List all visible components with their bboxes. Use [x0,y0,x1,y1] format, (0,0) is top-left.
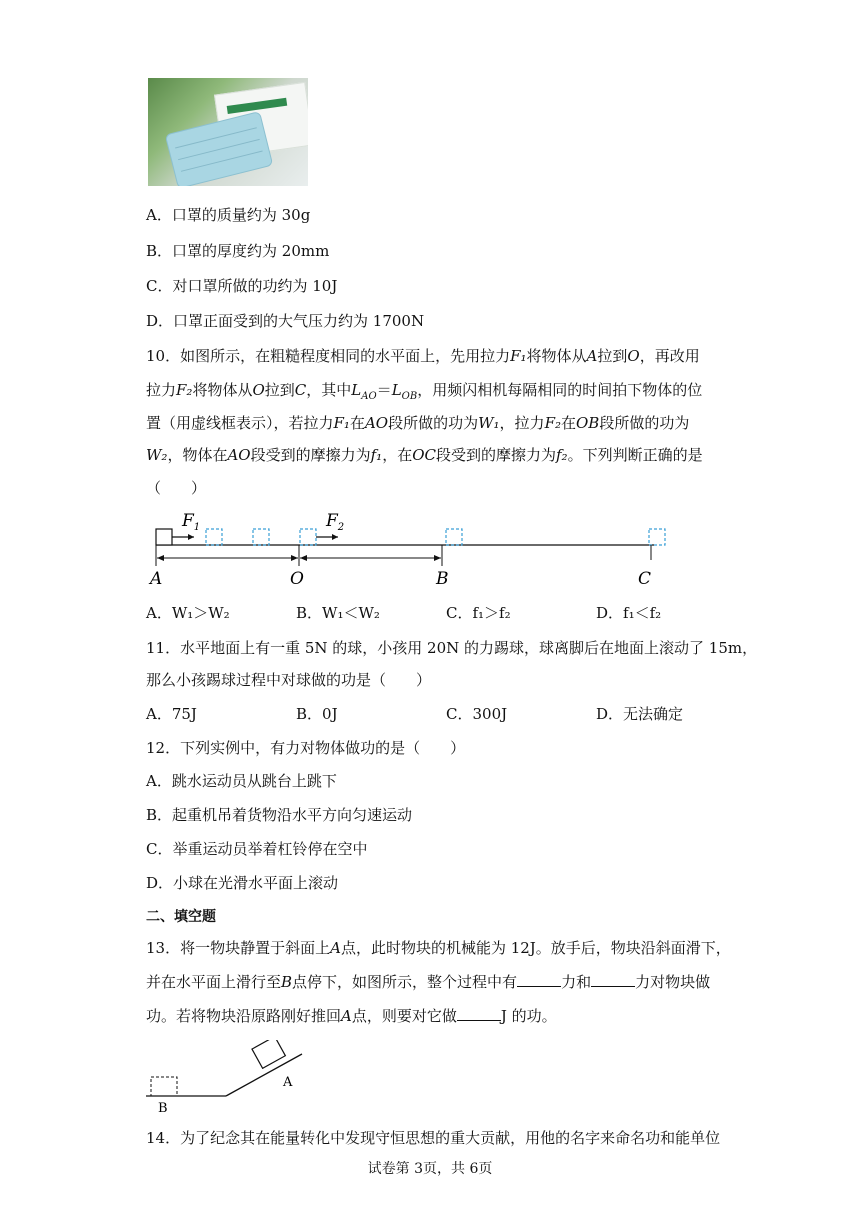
q12-option-b: B．起重机吊着货物沿水平方向匀速运动 [146,806,413,824]
q13-line-2: 并在水平面上滑行至B点停下，如图所示，整个过程中有 力和 力对物块做 [146,973,711,991]
q11-option-c: C．300J [446,705,508,723]
answer-blank-1[interactable] [517,972,561,987]
f1-arrow [188,534,194,540]
q10-line-3: 置（用虚线框表示），若拉力F₁在AO段所做的功为W₁，拉力F₂在OB段所做的功为 [146,414,690,432]
q14-line-1: 14．为了纪念其在能量转化中发现守恒思想的重大贡献，用他的名字来命名功和能单位 [146,1129,721,1147]
f2-arrow [332,534,338,540]
q9-option-c: C．对口罩所做的功约为 10J [146,277,338,295]
q11-line-1: 11．水平地面上有一重 5N 的球，小孩用 20N 的力踢球，球离脚后在地面上滚动了 15m， [146,639,758,657]
q9-option-b: B．口罩的厚度约为 20mm [146,242,330,260]
q10-option-a: A．W₁＞W₂ [146,604,230,622]
snapshot-box-5 [649,529,665,545]
q13-line-1: 13．将一物块静置于斜面上A点，此时物块的机械能为 12J。放手后，物块沿斜面滑下， [146,939,731,957]
q11-option-a: A．75J [146,705,197,723]
q12-option-a: A．跳水运动员从跳台上跳下 [146,772,337,790]
block-at-a [252,1040,285,1068]
snapshot-box-2 [253,529,269,545]
q12-line-1: 12．下列实例中，有力对物体做功的是（ ） [146,739,466,757]
q10-line-1: 10．如图所示，在粗糙程度相同的水平面上，先用拉力F₁将物体从A拉到O，再改用 [146,347,700,365]
q11-line-2: 那么小孩踢球过程中对球做的功是（ ） [146,671,432,689]
answer-blank-3[interactable] [457,1006,501,1021]
q12-option-d: D．小球在光滑水平面上滚动 [146,874,339,892]
q10-option-b: B．W₁＜W₂ [296,604,380,622]
snapshot-box-4 [446,529,462,545]
f1-label: $F_1$ [182,511,201,533]
point-a-label: A [283,1075,293,1090]
answer-blank-2[interactable] [591,972,635,987]
q10-option-d: D．f₁＜f₂ [596,604,662,622]
point-o-label: O [290,569,304,589]
block-at-b [151,1077,177,1096]
point-c-label: C [638,569,652,589]
q9-option-d: D．口罩正面受到的大气压力约为 1700N [146,312,425,330]
point-b-label: B [158,1101,168,1116]
q13-diagram [140,1040,310,1116]
q10-option-c: C．f₁＞f₂ [446,604,511,622]
q9-option-a: A．口罩的质量约为 30g [146,206,311,224]
q10-diagram [140,508,680,594]
snapshot-box-1 [206,529,222,545]
snapshot-box-3 [300,529,316,545]
q10-line-4: W₂，物体在AO段受到的摩擦力为f₁，在OC段受到的摩擦力为f₂。下列判断正确的是 [146,446,703,464]
mask-photo [148,78,308,186]
f2-label: $F_2$ [326,511,345,533]
q12-option-c: C．举重运动员举着杠铃停在空中 [146,840,368,858]
object-block-a [156,529,172,545]
q10-line-5: （ ） [146,479,207,497]
q11-option-d: D．无法确定 [596,705,684,723]
page-footer: 试卷第 3页，共 6页 [367,1161,493,1177]
q11-option-b: B．0J [296,705,338,723]
face-mask [165,111,274,186]
q13-line-3: 功。若将物块沿原路刚好推回A点，则要对它做 J 的功。 [146,1007,557,1025]
point-b-label: B [436,569,449,589]
point-a-label: A [150,569,163,589]
q10-line-2: 拉力F₂将物体从O拉到C，其中$L_{AO}=L_{OB}$，用频闪相机每隔相同的时间拍下物体的位 [146,381,703,402]
section-heading-fill-in: 二、填空题 [146,909,216,925]
